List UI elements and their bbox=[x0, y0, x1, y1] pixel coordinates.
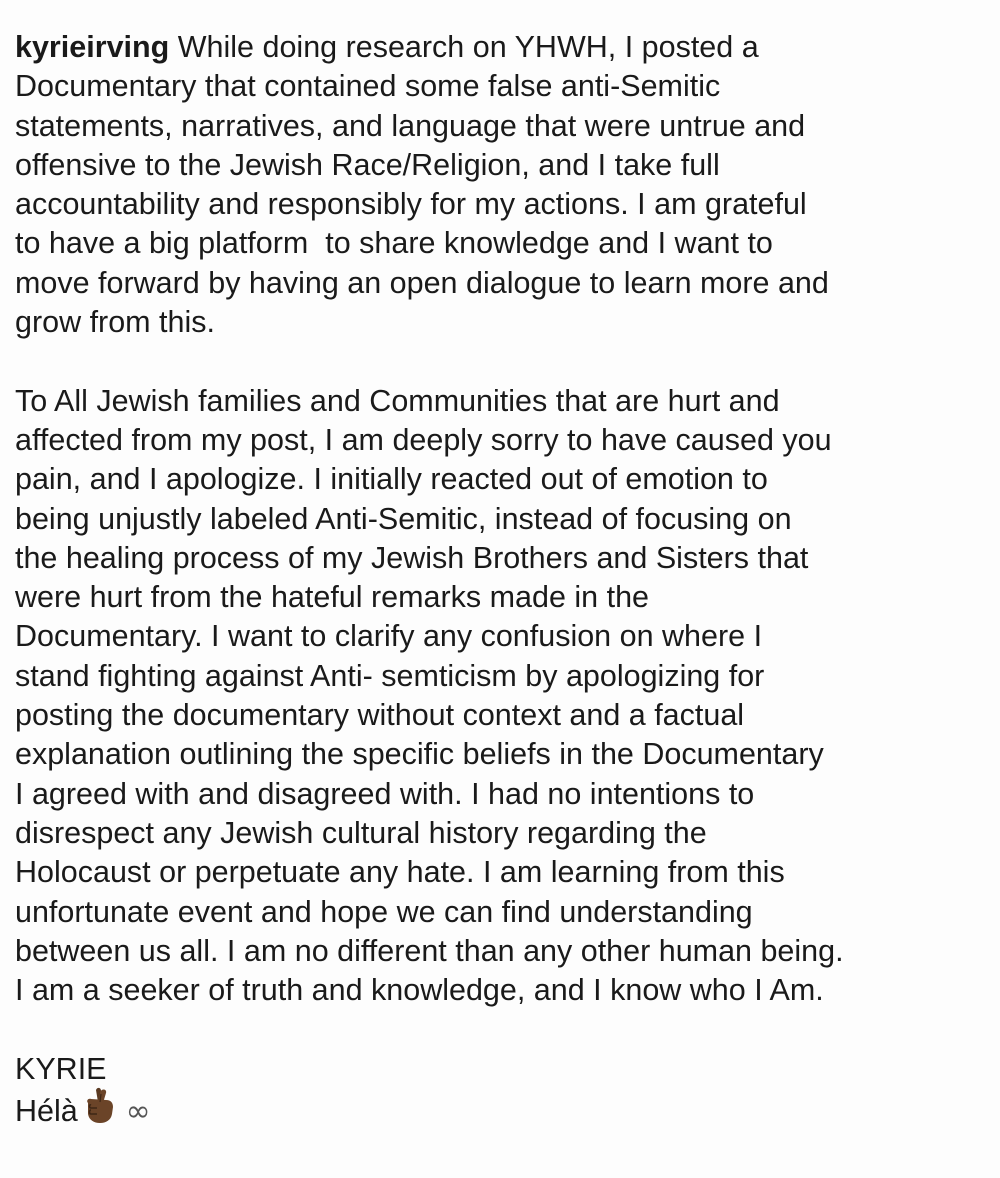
caption-line: I agreed with and disagreed with. I had no intentions to bbox=[15, 776, 755, 811]
caption-line: stand fighting against Anti- semticism by apologizing for bbox=[15, 658, 765, 693]
caption-line: offensive to the Jewish Race/Religion, and I take full bbox=[15, 147, 720, 182]
caption-line: unfortunate event and hope we can find understanding bbox=[15, 894, 753, 929]
caption-line: statements, narratives, and language that were untrue and bbox=[15, 108, 806, 143]
caption-line: Holocaust or perpetuate any hate. I am learning from this bbox=[15, 855, 785, 890]
caption-line: posting the documentary without context and a factual bbox=[15, 698, 745, 733]
username-link[interactable]: kyrieirving bbox=[15, 30, 170, 64]
paragraph-1 bbox=[15, 67, 990, 342]
post-caption bbox=[15, 28, 990, 1128]
crossed-fingers-icon bbox=[82, 1086, 116, 1134]
caption-line: Documentary. I want to clarify any confusion on where I bbox=[15, 619, 763, 654]
caption-line: move forward by having an open dialogue to learn more and bbox=[15, 265, 829, 300]
caption-line: affected from my post, I am deeply sorry to have caused you bbox=[15, 422, 832, 457]
caption-line: accountability and responsibly for my actions. I am grateful bbox=[15, 187, 807, 222]
caption-line: Documentary that contained some false anti-Semitic bbox=[15, 69, 721, 104]
caption-line: between us all. I am no different than any other human being. bbox=[15, 933, 844, 968]
caption-line: pain, and I apologize. I initially reacted out of emotion to bbox=[15, 462, 768, 497]
caption-line: explanation outlining the specific beliefs in the Documentary bbox=[15, 737, 824, 772]
paragraph-2 bbox=[15, 382, 990, 1011]
infinity-symbol: ∞ bbox=[125, 1094, 151, 1130]
paragraph-gap bbox=[15, 342, 990, 381]
caption-line: being unjustly labeled Anti-Semitic, instead of focusing on bbox=[15, 501, 792, 536]
signature bbox=[15, 1050, 990, 1129]
signature-word: Hélà bbox=[15, 1094, 78, 1129]
caption-line: disrespect any Jewish cultural history regarding the bbox=[15, 815, 707, 850]
caption-line: grow from this. bbox=[15, 305, 215, 340]
caption-line: the healing process of my Jewish Brothers and Sisters that bbox=[15, 540, 809, 575]
caption-line: to have a big platform to share knowledge and I want to bbox=[15, 226, 773, 261]
caption-text: While doing research on YHWH, I posted a bbox=[169, 30, 759, 64]
signature-name: KYRIE bbox=[15, 1051, 107, 1086]
caption-first-line bbox=[15, 28, 990, 67]
caption-line: were hurt from the hateful remarks made in the bbox=[15, 580, 650, 615]
paragraph-gap bbox=[15, 1010, 990, 1049]
caption-line: To All Jewish families and Communities that are hurt and bbox=[15, 383, 780, 418]
signature-line bbox=[15, 1089, 990, 1128]
caption-line: I am a seeker of truth and knowledge, and I know who I Am. bbox=[15, 973, 824, 1008]
